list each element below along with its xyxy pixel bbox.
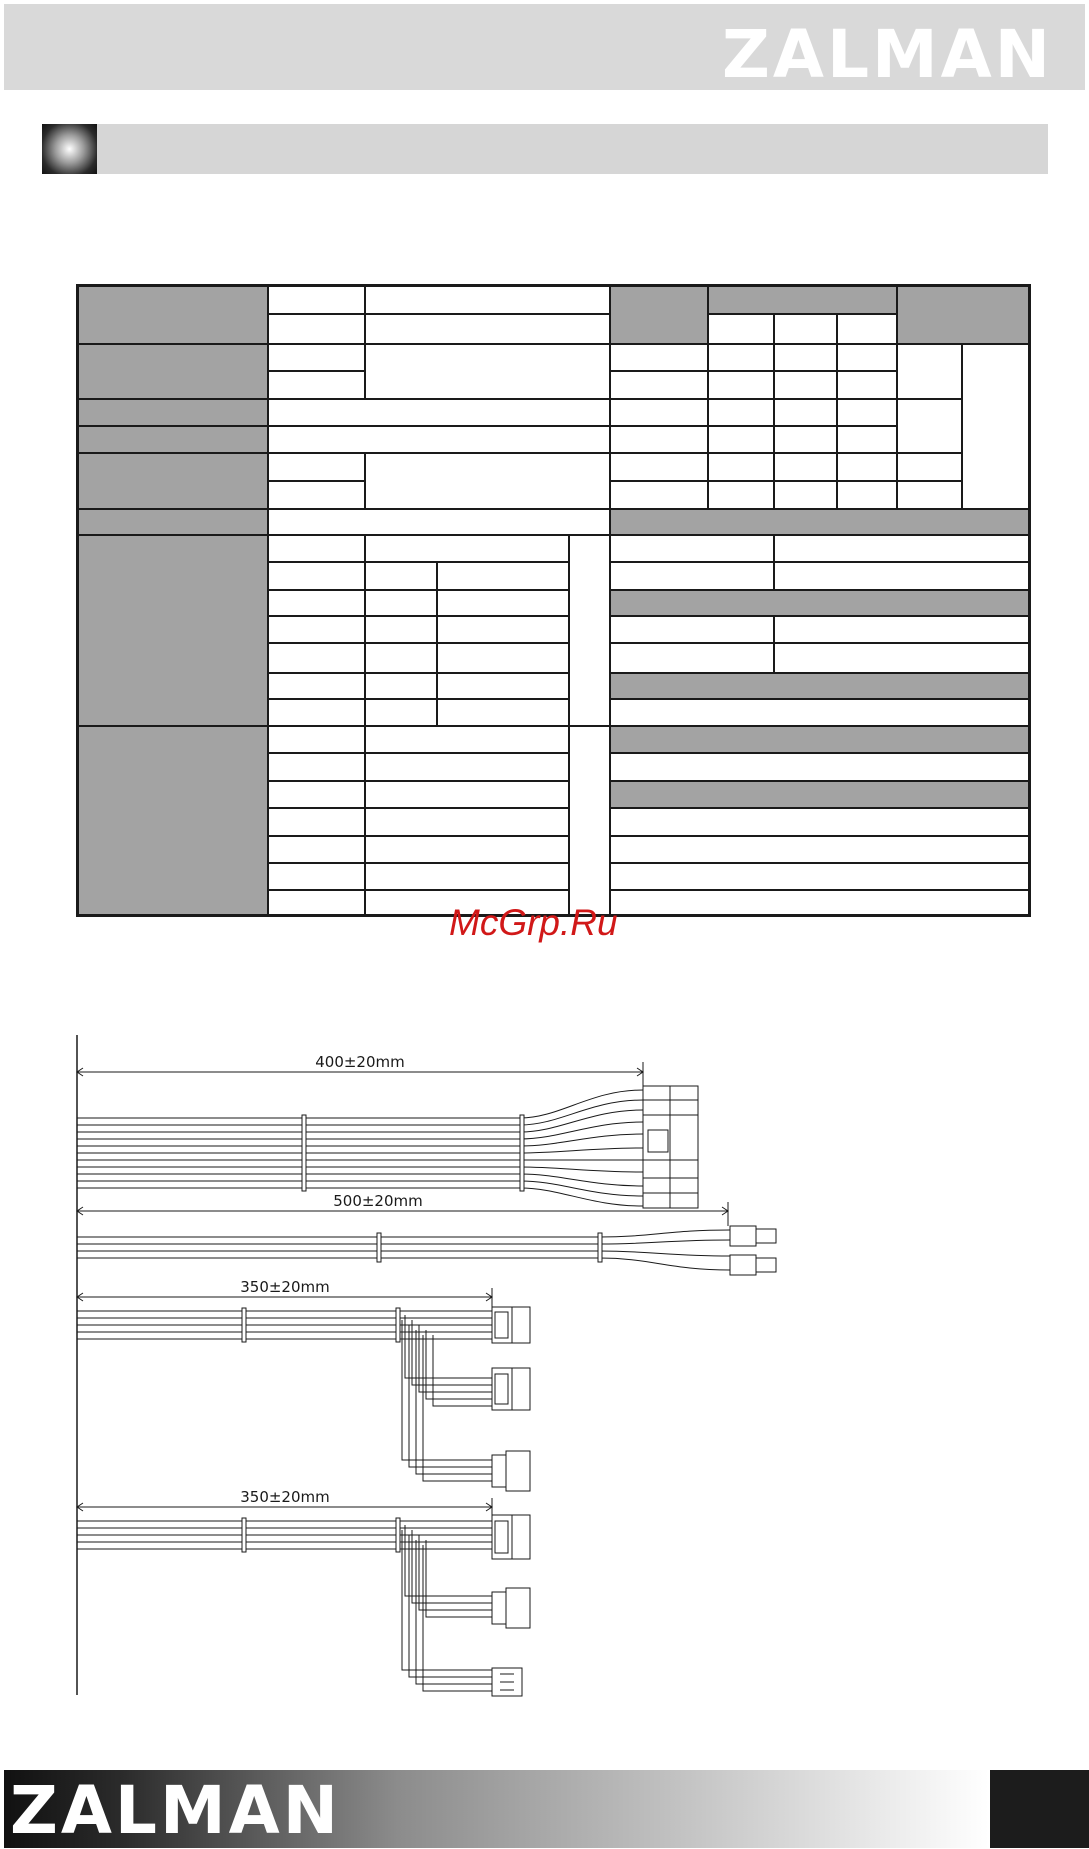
spec-header-cell [896,287,1028,343]
section-title-bar [42,124,1048,174]
spec-section-header [609,727,1028,753]
cable-length-label: 350±20mm [240,1278,330,1296]
spec-section-header [609,672,1028,698]
watermark: McGrp.Ru [449,902,618,943]
zalman-logo: ZALMAN [10,1772,341,1849]
cable-length-label: 350±20mm [240,1488,330,1506]
spec-label-column [79,287,267,914]
spec-section-header [609,782,1028,808]
spec-header-cell [707,287,896,313]
molex-connector [492,1592,506,1624]
spec-header-cell [609,287,707,343]
section-bullet-icon [42,124,97,174]
molex-connector [492,1455,506,1487]
spec-section-header [609,589,1028,615]
cpu-connector-b [730,1255,756,1275]
footer-page-box [990,1770,1089,1848]
cable-length-label: 500±20mm [333,1192,423,1210]
atx-wire-bundle [77,1090,643,1206]
cpu-connector-a [730,1226,756,1246]
zalman-logo: ZALMAN [722,16,1053,93]
spec-section-header [609,508,1028,534]
spec-table [76,284,1031,917]
cable-length-label: 400±20mm [315,1053,405,1071]
cable-diagram [0,1030,1089,1700]
